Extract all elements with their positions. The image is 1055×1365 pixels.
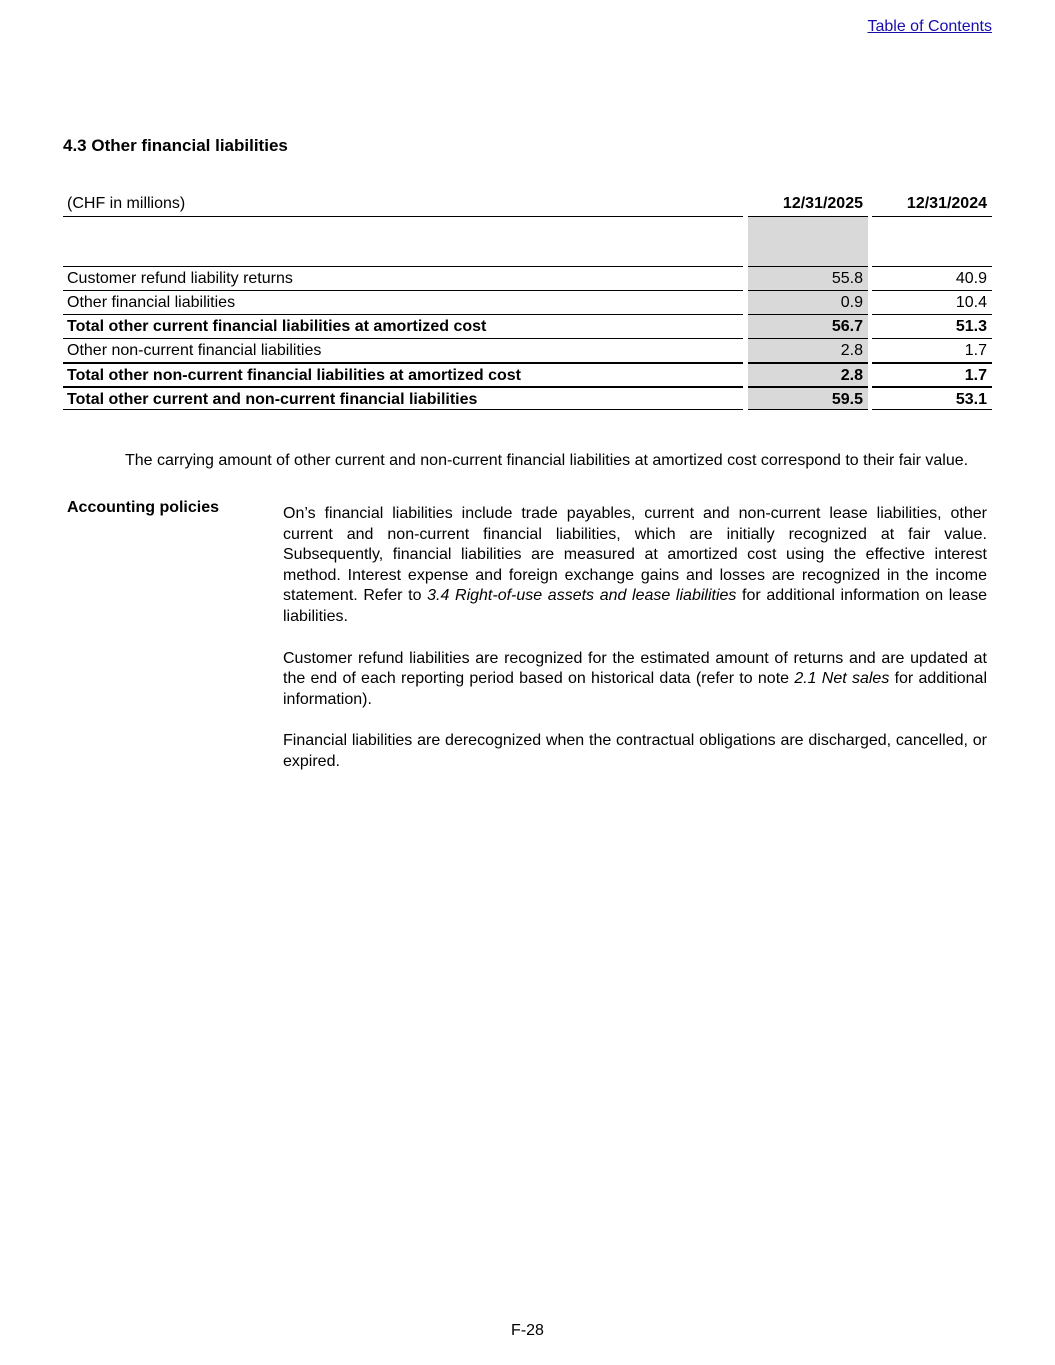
table-total-row xyxy=(63,314,992,338)
table-spacer-row xyxy=(63,217,992,266)
table-grand-total-row xyxy=(63,386,992,410)
section-title: 4.3 Other financial liabilities xyxy=(63,136,288,155)
value-2024: 1.7 xyxy=(872,362,992,386)
accounting-policies-body xyxy=(283,504,987,794)
policy-paragraph: On’s financial liabilities include trade payables, current and non-current lease liabilities, other current and non-current financial liabilities, which are initially recognized at fair value. Subsequently, financial liabilities are measured at amortized cost using the effective interest method. Interest expense and foreign exchange gains and losses are recognized in the income statement. Refer to 3.4 Right-of-use assets and lease liabilities for additional information on lease liabilities. xyxy=(283,505,988,625)
table-row xyxy=(63,338,992,362)
column-header-2024: 12/31/2024 xyxy=(872,192,992,217)
policy-paragraph: Customer refund liabilities are recognized for the estimated amount of returns and are updated at the end of each reporting period based on historical data (refer to note 2.1 Net sales for additional information). xyxy=(283,649,988,708)
value-2024: 1.7 xyxy=(872,338,992,362)
value-2024: 53.1 xyxy=(872,386,992,410)
table-header-row xyxy=(63,192,992,217)
value-2025: 59.5 xyxy=(748,386,868,410)
table-row xyxy=(63,290,992,314)
row-label: Other non-current financial liabilities xyxy=(63,338,743,362)
row-label: Total other current and non-current financial liabilities xyxy=(63,386,743,410)
row-label: Customer refund liability returns xyxy=(63,266,743,290)
policy-paragraph: Financial liabilities are derecognized when the contractual obligations are discharged, cancelled, or expired. xyxy=(283,732,987,770)
accounting-policies-label: Accounting policies xyxy=(67,499,220,516)
value-2025: 2.8 xyxy=(748,338,868,362)
row-label: Total other current financial liabilities at amortized cost xyxy=(63,314,743,338)
financial-liabilities-table xyxy=(63,192,992,410)
row-label: Other financial liabilities xyxy=(63,290,743,314)
table-row xyxy=(63,266,992,290)
value-2025: 56.7 xyxy=(748,314,868,338)
value-2025: 55.8 xyxy=(748,266,868,290)
cross-reference: 2.1 Net sales xyxy=(794,670,890,688)
value-2024: 10.4 xyxy=(872,290,992,314)
table-total-row xyxy=(63,362,992,386)
value-2025: 2.8 xyxy=(748,362,868,386)
unit-label: (CHF in millions) xyxy=(63,192,743,217)
row-label: Total other non-current financial liabilities at amortized cost xyxy=(63,362,743,386)
column-header-2025: 12/31/2025 xyxy=(748,192,868,217)
cross-reference: 3.4 Right-of-use assets and lease liabilities xyxy=(427,587,737,605)
value-2024: 51.3 xyxy=(872,314,992,338)
value-2024: 40.9 xyxy=(872,266,992,290)
value-2025: 0.9 xyxy=(748,290,868,314)
fair-value-note: The carrying amount of other current and non-current financial liabilities at amortized cost correspond to their fair value. xyxy=(125,452,969,469)
page-number: F-28 xyxy=(511,1322,544,1339)
table-of-contents-link[interactable]: Table of Contents xyxy=(867,18,992,35)
